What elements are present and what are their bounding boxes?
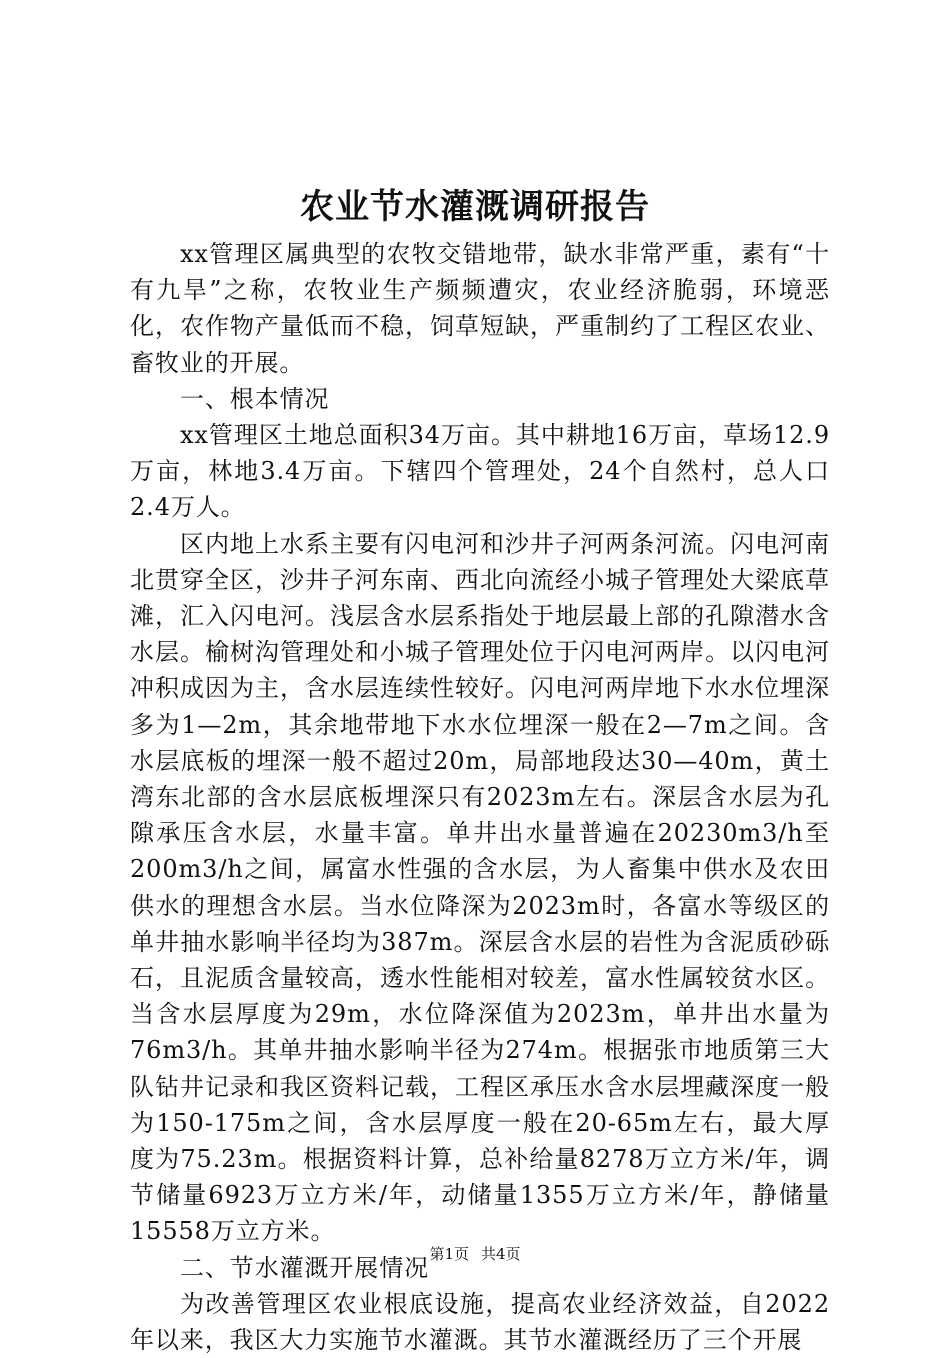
page-number: 第1页: [429, 1245, 469, 1263]
section-heading-irrigation: 二、节水灌溉开展情况: [180, 1253, 429, 1282]
page-total: 共4页: [481, 1245, 521, 1263]
paragraph-intro: xx管理区属典型的农牧交错地带，缺水非常严重，素有“十有九旱”之称，农牧业生产频频遭灾，农业经济脆弱，环境恶化，农作物产量低而不稳，饲草短缺，严重制约了工程区农业、畜牧业的开展。: [130, 240, 830, 377]
document-title: 农业节水灌溉调研报告: [300, 187, 650, 227]
paragraph-irrigation: 为改善管理区农业根底设施，提高农业经济效益，自2022年以来，我区大力实施节水灌溉。其节水灌溉经历了三个开展: [130, 1289, 830, 1355]
page-footer: [0, 1244, 950, 1264]
section-heading-basic: 一、根本情况: [180, 384, 330, 413]
paragraph-water-system: 区内地上水系主要有闪电河和沙井子河两条河流。闪电河南北贯穿全区，沙井子河东南、西北向流经小城子管理处大梁底草滩，汇入闪电河。浅层含水层系指处于地层最上部的孔隙潜水含水层。榆树沟管理处和小城子管理处位于闪电河两岸。以闪电河冲积成因为主，含水层连续性较好。闪电河两岸地下水水位埋深多为1—2m，其余地带地下水水位埋深一般在2—7m之间。含水层底板的埋深一般不超过20m，局部地段达30—40m，黄土湾东北部的含水层底板埋深只有2023m左右。深层含水层为孔隙承压含水层，水量丰富。单井出水量普遍在20230m3/h至200m3/h之间，属富水性强的含水层，为人畜集中供水及农田供水的理想含水层。当水位降深为2023m时，各富水等级区的单井抽水影响半径均为387m。深层含水层的岩性为含泥质砂砾石，且泥质含量较高，透水性能相对较差，富水性属较贫水区。当含水层厚度为29m，水位降深值为2023m，单井出水量为76m3/h。其单井抽水影响半径为274m。根据张市地质第三大队钻井记录和我区资料记载，工程区承压水含水层埋藏深度一般为150-175m之间，含水层厚度一般在20-65m左右，最大厚度为75.23m。根据资料计算，总补给量8278万立方米/年，调节储量6923万立方米/年，动储量1355万立方米/年，静储量15558万立方米。: [130, 529, 830, 1246]
document-body: [130, 236, 830, 1358]
paragraph-land-area: xx管理区土地总面积34万亩。其中耕地16万亩，草场12.9万亩，林地3.4万亩。下辖四个管理处，24个自然村，总人口2.4万人。: [130, 421, 830, 522]
